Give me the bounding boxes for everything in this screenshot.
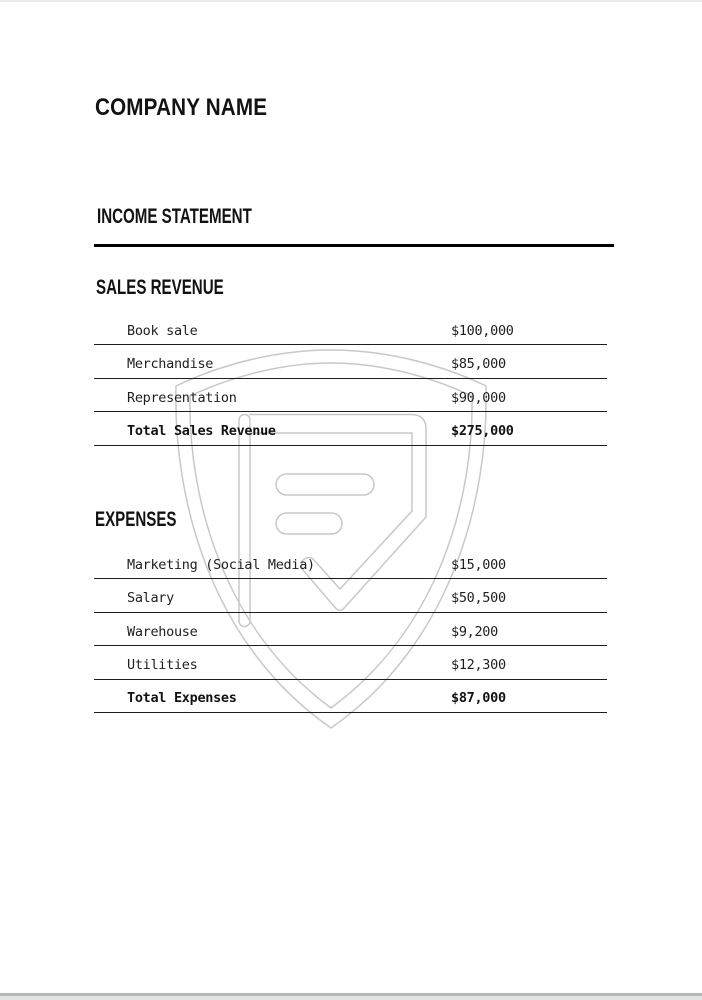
row-label: Representation — [127, 389, 237, 406]
document-title: INCOME STATEMENT — [97, 205, 252, 228]
row-value: $85,000 — [451, 356, 506, 373]
row-value: $87,000 — [451, 690, 506, 707]
company-name: COMPANY NAME — [95, 94, 268, 121]
table-row — [94, 379, 607, 412]
table-total-row — [94, 680, 607, 713]
section-heading-expenses: EXPENSES — [95, 508, 177, 531]
row-value: $50,500 — [451, 590, 506, 607]
row-value: $12,300 — [451, 657, 506, 674]
table-row — [94, 579, 607, 612]
row-value: $90,000 — [451, 389, 506, 406]
row-label: Total Sales Revenue — [127, 423, 276, 440]
row-value: $9,200 — [451, 623, 498, 640]
row-label: Merchandise — [127, 356, 214, 373]
table-row — [94, 345, 607, 378]
row-label: Warehouse — [127, 623, 198, 640]
table-row — [94, 546, 607, 579]
table-total-row — [94, 412, 607, 445]
row-label: Total Expenses — [127, 690, 237, 707]
section-heading-sales-revenue: SALES REVENUE — [96, 276, 224, 299]
row-value: $15,000 — [451, 556, 506, 573]
table-row — [94, 613, 607, 646]
row-value: $100,000 — [451, 322, 514, 339]
row-label: Utilities — [127, 657, 198, 674]
title-divider — [94, 244, 614, 247]
row-label: Marketing (Social Media) — [127, 556, 315, 573]
expenses-table — [94, 546, 607, 713]
table-row — [94, 312, 607, 345]
table-row — [94, 646, 607, 679]
row-value: $275,000 — [451, 423, 514, 440]
row-label: Book sale — [127, 322, 198, 339]
sales-revenue-table — [94, 312, 607, 446]
row-label: Salary — [127, 590, 174, 607]
